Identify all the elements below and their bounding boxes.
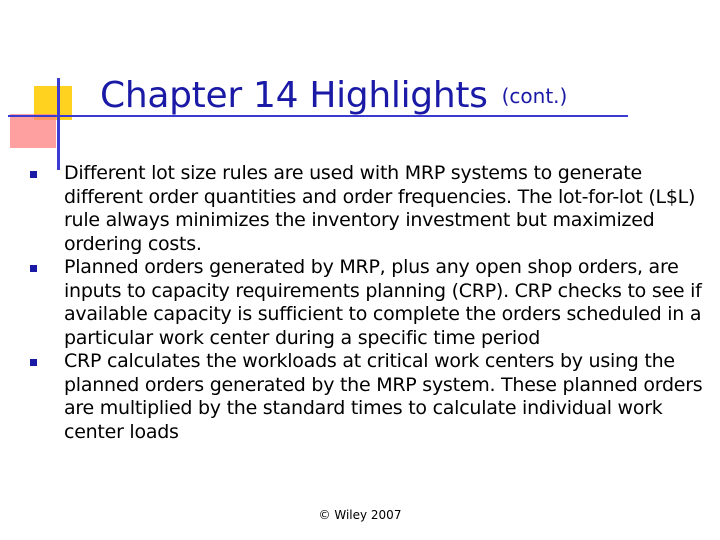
bullet-square-icon <box>30 171 37 178</box>
slide-title <box>100 75 568 116</box>
bullet-item <box>0 162 704 256</box>
title-main: Chapter 14 Highlights <box>100 75 488 116</box>
bullet-text: Different lot size rules are used with MRP systems to generate different order quantities and order frequencies. The lot-for-lot (L$L) rule always minimizes the inventory investment but maximized ordering costs. <box>64 162 696 255</box>
bullet-list <box>0 162 720 444</box>
bullet-square-icon <box>30 359 37 366</box>
bullet-text: Planned orders generated by MRP, plus any open shop orders, are inputs to capacity requirements planning (CRP). CRP checks to see if available capacity is sufficient to complete the orders scheduled in a particular work center during a specific time period <box>64 256 702 349</box>
footer-copyright: © Wiley 2007 <box>318 508 402 522</box>
bullet-square-icon <box>30 265 37 272</box>
decorative-vertical-line <box>57 78 60 170</box>
title-suffix: (cont.) <box>501 84 568 108</box>
bullet-item <box>0 256 704 350</box>
decorative-pink-square <box>10 114 56 148</box>
bullet-item <box>0 350 704 444</box>
bullet-text: CRP calculates the workloads at critical work centers by using the planned orders generated by the MRP system. These planned orders are multiplied by the standard times to calculate individual work center loads <box>64 350 703 443</box>
